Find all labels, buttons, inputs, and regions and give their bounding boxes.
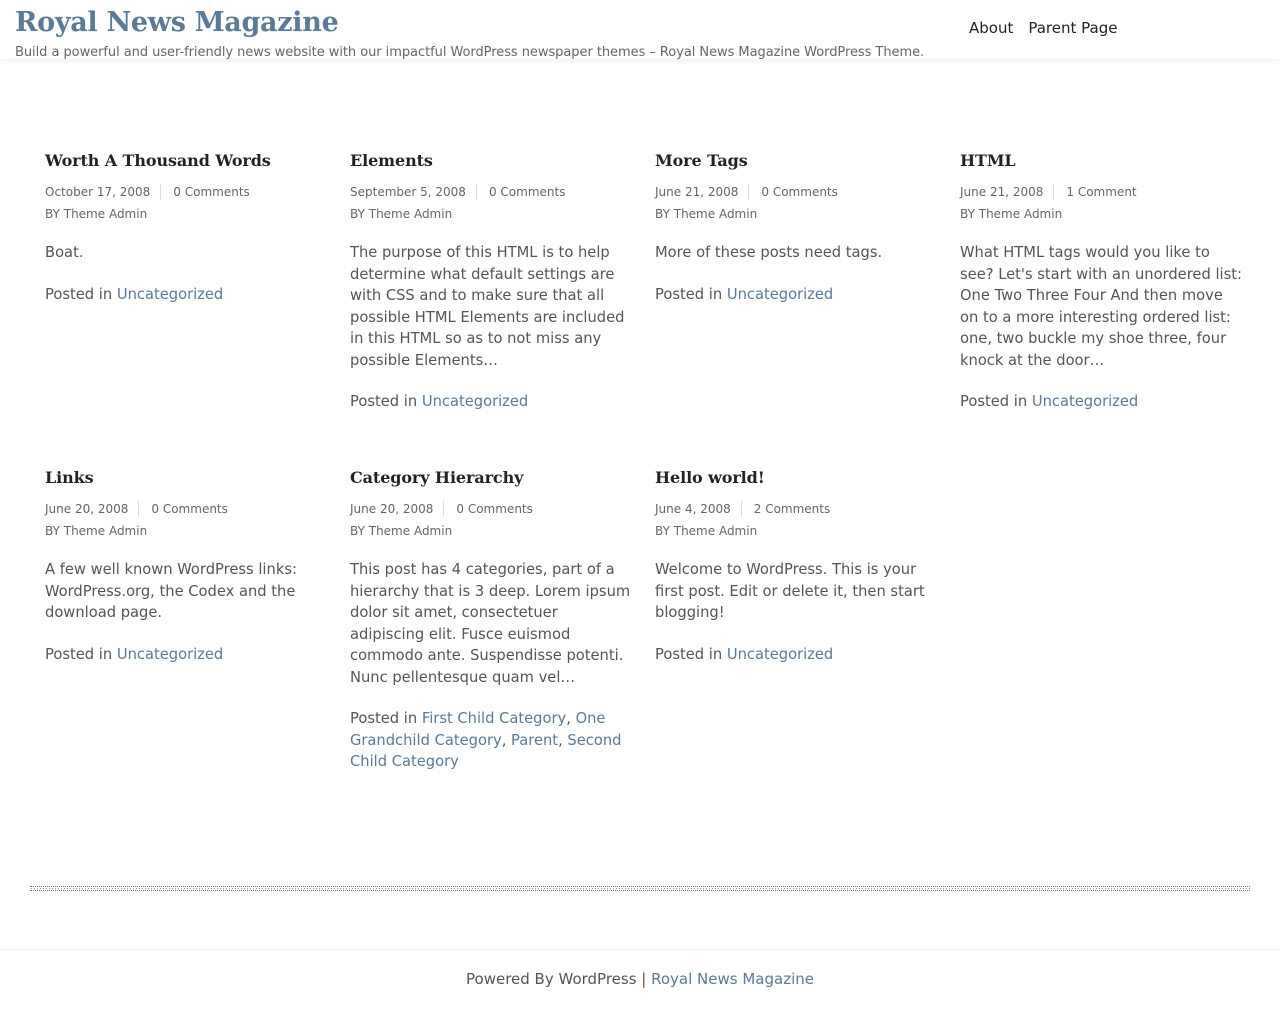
post-card xyxy=(655,151,939,305)
post-title-link[interactable]: Worth A Thousand Words xyxy=(45,151,271,170)
meta-divider xyxy=(443,501,444,517)
category-link[interactable]: First Child Category xyxy=(421,710,567,727)
post-excerpt: This post has 4 categories, part of a hierarchy that is 3 deep. Lorem ipsum dolor sit amet, consectetuer adipiscing elit. Fusce euismod commodo ante. Suspendisse potenti. Nunc pellentesque quam vel… xyxy=(350,561,631,686)
post-card xyxy=(45,151,329,305)
main-nav xyxy=(969,19,1132,37)
nav-item-about[interactable]: About xyxy=(969,19,1014,37)
post-author-link[interactable]: Theme Admin xyxy=(673,524,758,538)
post-meta xyxy=(655,184,939,200)
category-link[interactable]: Second Child Category xyxy=(350,731,622,770)
site-footer xyxy=(0,970,1280,988)
post-excerpt: More of these posts need tags. xyxy=(655,244,883,261)
post-excerpt: Welcome to WordPress. This is your first post. Edit or delete it, then start blogging! xyxy=(655,561,925,621)
post-categories xyxy=(350,391,634,413)
post-comments-link[interactable]: 0 Comments xyxy=(151,502,228,516)
post-title-link[interactable]: Elements xyxy=(350,151,433,170)
post-title-link[interactable]: HTML xyxy=(960,151,1016,170)
site-tagline: Build a powerful and user-friendly news website with our impactful WordPress newspaper themes – Royal News Magazine WordPress Theme. xyxy=(15,45,925,60)
posted-in-label: Posted in xyxy=(350,393,422,410)
post-title-link[interactable]: More Tags xyxy=(655,151,748,170)
post-categories xyxy=(45,644,329,666)
meta-divider xyxy=(1053,184,1054,200)
post-comments-link[interactable]: 0 Comments xyxy=(456,502,533,516)
post-meta xyxy=(655,501,939,517)
post-title-link[interactable]: Hello world! xyxy=(655,468,765,487)
post-card xyxy=(350,468,634,773)
post-meta xyxy=(45,501,329,517)
post-date-link[interactable]: June 21, 2008 xyxy=(655,185,739,199)
post-categories xyxy=(655,644,939,666)
category-link[interactable]: Uncategorized xyxy=(116,285,224,303)
meta-divider xyxy=(138,501,139,517)
site-title-link[interactable]: Royal News Magazine xyxy=(15,7,339,38)
post-author xyxy=(45,207,329,221)
post-date-link[interactable]: September 5, 2008 xyxy=(350,185,466,199)
post-author xyxy=(45,524,329,538)
post-author-link[interactable]: Theme Admin xyxy=(63,524,148,538)
by-label: BY xyxy=(45,207,60,221)
post-card xyxy=(350,151,634,413)
post-author xyxy=(655,207,939,221)
post-date-link[interactable]: June 4, 2008 xyxy=(655,502,731,516)
by-label: BY xyxy=(655,207,670,221)
post-card xyxy=(655,468,939,665)
posted-in-label: Posted in xyxy=(655,285,727,303)
post-title-link[interactable]: Category Hierarchy xyxy=(350,468,524,487)
nav-item-parent-page[interactable]: Parent Page xyxy=(1028,19,1118,37)
post-author-link[interactable]: Theme Admin xyxy=(673,207,758,221)
posted-in-label: Posted in xyxy=(350,710,422,727)
posted-in-label: Posted in xyxy=(45,285,117,303)
by-label: BY xyxy=(655,524,670,538)
post-author-link[interactable]: Theme Admin xyxy=(368,207,453,221)
post-card xyxy=(45,468,329,665)
post-excerpt: A few well known WordPress links: WordPress.org, the Codex and the download page. xyxy=(45,561,297,621)
category-link[interactable]: Uncategorized xyxy=(726,285,834,303)
post-meta xyxy=(960,184,1244,200)
meta-divider xyxy=(476,184,477,200)
post-author xyxy=(960,207,1244,221)
post-author xyxy=(350,524,634,538)
category-link[interactable]: Uncategorized xyxy=(726,645,834,663)
category-link[interactable]: Parent xyxy=(511,731,559,749)
post-meta xyxy=(350,501,634,517)
footer-border xyxy=(0,949,1280,950)
site-header xyxy=(0,0,1280,59)
post-comments-link[interactable]: 0 Comments xyxy=(173,185,250,199)
category-link[interactable]: Uncategorized xyxy=(116,645,224,663)
category-link[interactable]: Uncategorized xyxy=(1031,393,1139,410)
post-author-link[interactable]: Theme Admin xyxy=(63,207,148,221)
post-date-link[interactable]: October 17, 2008 xyxy=(45,185,151,199)
category-link[interactable]: One Grandchild Category xyxy=(350,710,606,749)
post-date-link[interactable]: June 20, 2008 xyxy=(350,502,434,516)
post-categories xyxy=(45,284,329,306)
post-categories: Posted in First Child Category, One Grandchild Category, Parent, Second Child Category xyxy=(350,710,622,770)
post-excerpt: What HTML tags would you like to see? Let's start with an unordered list: One Two Three Four And then move on to a more interesting ordered list: one, two buckle my shoe three, four knock at the door… xyxy=(960,244,1242,369)
posted-in-label: Posted in xyxy=(655,645,727,663)
meta-divider xyxy=(741,501,742,517)
post-date-link[interactable]: June 21, 2008 xyxy=(960,185,1044,199)
post-categories xyxy=(960,391,1244,413)
by-label: BY xyxy=(350,207,365,221)
post-meta xyxy=(45,184,329,200)
post-comments-link[interactable]: 0 Comments xyxy=(488,185,566,199)
post-author xyxy=(350,207,634,221)
posted-in-label: Posted in xyxy=(960,393,1032,410)
post-comments-link[interactable]: 0 Comments xyxy=(761,185,838,199)
by-label: BY xyxy=(350,524,365,538)
post-meta xyxy=(350,184,634,200)
meta-divider xyxy=(748,184,749,200)
footer-dotted-divider xyxy=(30,886,1250,891)
post-author-link[interactable]: Theme Admin xyxy=(978,207,1063,221)
post-author xyxy=(655,524,939,538)
post-categories xyxy=(655,284,939,306)
powered-by-text: Powered By WordPress | xyxy=(466,970,652,988)
category-link[interactable]: Uncategorized xyxy=(421,393,529,410)
post-date-link[interactable]: June 20, 2008 xyxy=(45,502,129,516)
post-comments-link[interactable]: 2 Comments xyxy=(753,502,831,516)
post-author-link[interactable]: Theme Admin xyxy=(368,524,453,538)
post-excerpt: Boat. xyxy=(45,244,84,261)
theme-credit-link[interactable]: Royal News Magazine xyxy=(651,970,814,988)
post-comments-link[interactable]: 1 Comment xyxy=(1066,185,1137,199)
post-excerpt: The purpose of this HTML is to help determine what default settings are with CSS and to make sure that all possible HTML Elements are included in this HTML so as to not miss any possible Elements… xyxy=(350,244,625,369)
post-card xyxy=(960,151,1244,413)
post-title-link[interactable]: Links xyxy=(45,468,94,487)
by-label: BY xyxy=(45,524,60,538)
meta-divider xyxy=(160,184,161,200)
by-label: BY xyxy=(960,207,975,221)
posted-in-label: Posted in xyxy=(45,645,117,663)
